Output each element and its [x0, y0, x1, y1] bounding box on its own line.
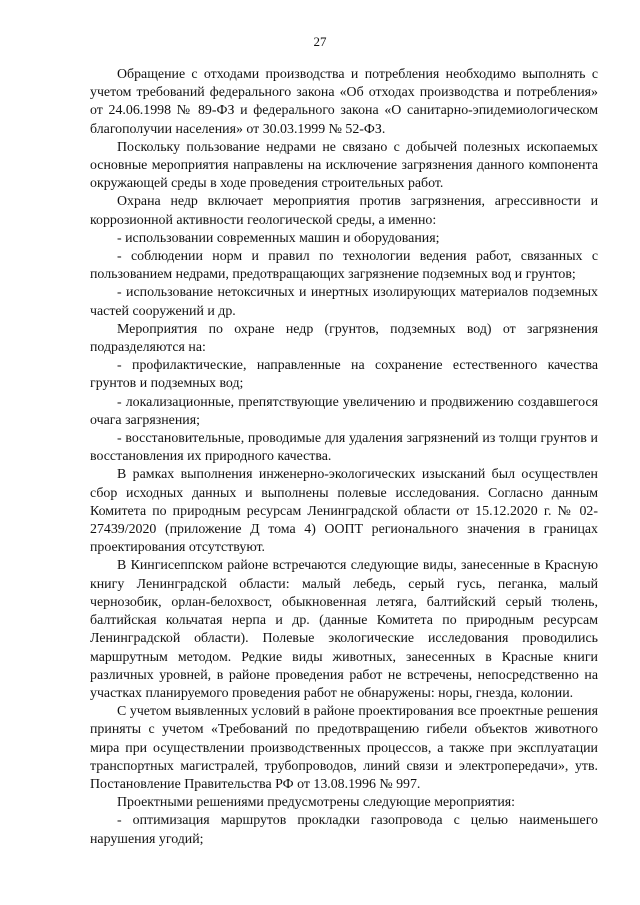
- list-item-preventive: - профилактические, направленные на сохранение естественного качества грунтов и подземных вод;: [90, 358, 598, 392]
- paragraph-red-book-species: В Кингисеппском районе встречаются следующие виды, занесенные в Красную книгу Ленинградской области: малый лебедь, серый гусь, пеганка, малый чернозобик, орлан-белохвост, обыкновенная летяга, балтийский серый тюлень, балтийская кольчатая нерпа и др. (данные Комитета по природным ресурсам Ленинградской области). Полевые экологические исследования проводились маршрутным методом. Редкие виды животных, занесенных в Красные книги различных уровней, в районе проведения работ не встречены, непосредственно на участках планируемого проведения работ не обнаружены: норы, гнезда, колонии.: [90, 558, 598, 701]
- paragraph-subsoil-use: Поскольку пользование недрами не связано с добычей полезных ископаемых основные мероприятия направлены на исключение загрязнения данного компонента окружающей среды в ходе проведения строительных работ.: [90, 139, 598, 192]
- paragraph-design-measures: Проектными решениями предусмотрены следующие мероприятия:: [117, 795, 515, 811]
- page-number: 27: [313, 34, 327, 49]
- list-item-route-optimization: - оптимизация маршрутов прокладки газопровода с целью наименьшего нарушения угодий;: [90, 813, 598, 847]
- list-item-localization: - локализационные, препятствующие увеличению и продвижению создавшегося очага загрязнения;: [90, 394, 598, 428]
- paragraph-protection-measures: Мероприятия по охране недр (грунтов, подземных вод) от загрязнения подразделяются на:: [90, 321, 598, 356]
- paragraph-engineering-surveys: В рамках выполнения инженерно-экологических изысканий был осуществлен сбор исходных данных и выполнены полевые исследования. Согласно данным Комитета по природным ресурсам Ленинградской области от 15.12.2020 г. № 02-27439/2020 (приложение Д тома 4) ООПТ регионального значения в границах проектирования отсутствуют.: [90, 467, 598, 556]
- document-body: [90, 66, 598, 849]
- list-item-modern-machines: - использовании современных машин и оборудования;: [117, 230, 440, 246]
- paragraph-waste-handling: Обращение с отходами производства и потребления необходимо выполнять с учетом требований федерального закона «Об отходах производства и потребления» от 24.06.1998 № 89-ФЗ и федерального закона «О санитарно-эпидемиологическом благополучии населения» от 30.03.1999 № 52-ФЗ.: [90, 67, 598, 137]
- list-item-nontoxic-materials: - использование нетоксичных и инертных изолирующих материалов подземных частей сооружений и др.: [90, 285, 598, 319]
- paragraph-subsoil-protection: Охрана недр включает мероприятия против загрязнения, агрессивности и коррозионной активности геологической среды, а именно:: [90, 194, 598, 228]
- paragraph-design-requirements: С учетом выявленных условий в районе проектирования все проектные решения приняты с учетом «Требований по предотвращению гибели объектов животного мира при осуществлении производственных процессов, а также при эксплуатации транспортных магистралей, трубопроводов, линий связи и электропередачи», утв. Постановление Правительства РФ от 13.08.1996 № 997.: [90, 704, 598, 792]
- list-item-restoration: - восстановительные, проводимые для удаления загрязнений из толщи грунтов и восстановления их природного качества.: [90, 431, 598, 465]
- list-item-norms-compliance: - соблюдении норм и правил по технологии ведения работ, связанных с пользованием недрами, предотвращающих загрязнение подземных вод и грунтов;: [90, 249, 598, 283]
